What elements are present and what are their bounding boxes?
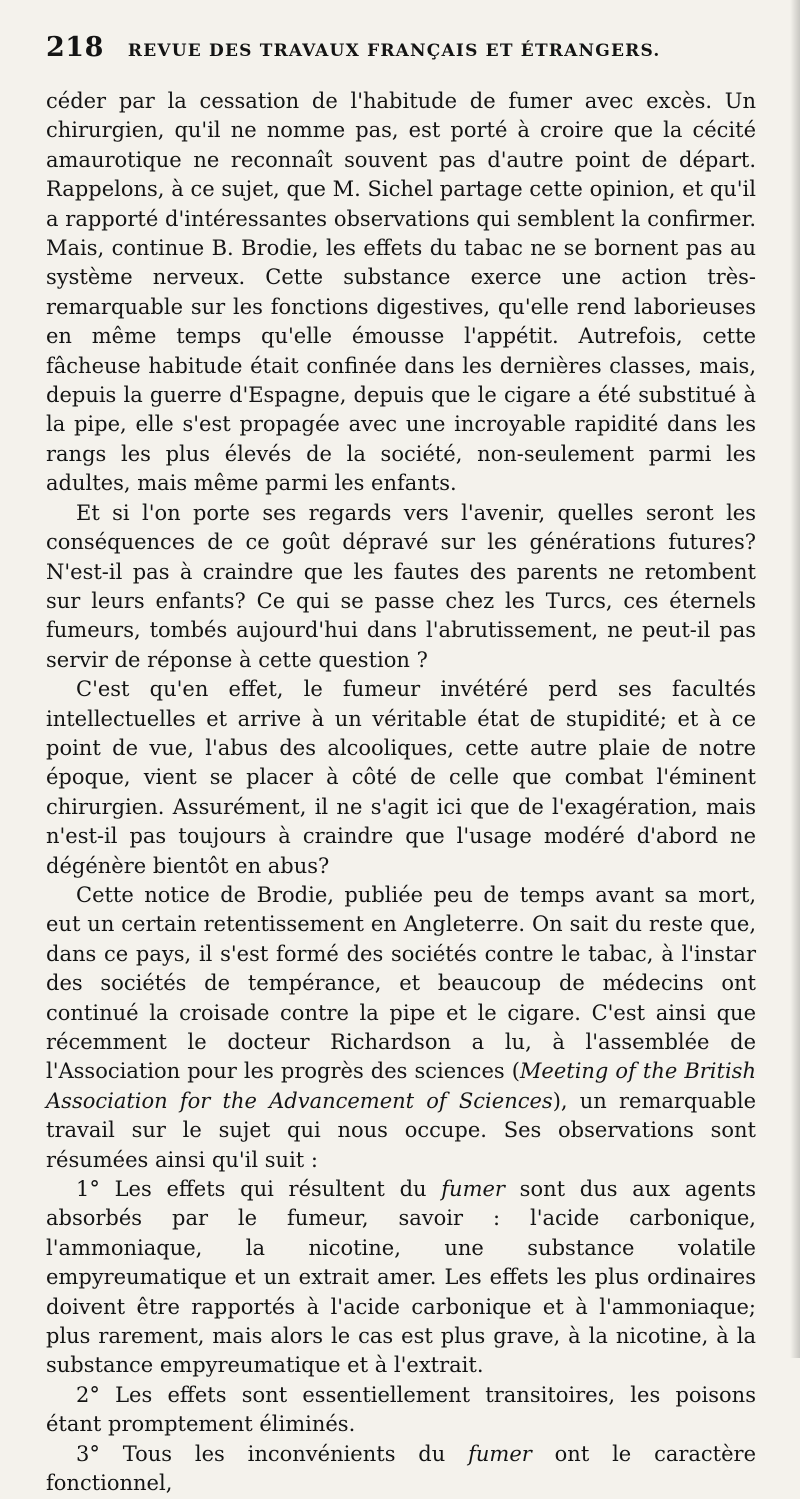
text-segment: céder par la cessation de l'habitude de fumer avec excès. Un chirurgien, qu'il ne nomme pas, est porté à croire que la cécité amaurotique ne reconnaît souvent pas d'autre point de départ. Rappelons, à ce sujet, que M. Sichel partage cette opinion, et qu'il a rapporté d'intéressantes observations qui semblent la confirmer. Mais, continue B. Brodie, les effets du tabac ne se bornent pas au système nerveux. Cette substance exerce une action très-remarquable sur les fonctions digestives, qu'elle rend laborieuses en même temps qu'elle émousse l'appétit. Autrefois, cette fâcheuse habitude était confinée dans les dernières classes, mais, depuis la guerre d'Espagne, depuis que le cigare a été substitué à la pipe, elle s'est propagée avec une incroyable rapidité dans les rangs les plus élevés de la société, non-seulement parmi les adultes, mais même parmi les enfants. — [46, 89, 756, 496]
text-segment: C'est qu'en effet, le fumeur invétéré perd ses facultés intellectuelles et arrive à un véritable état de stupidité; et à ce point de vue, l'abus des alcooliques, cette autre plaie de notre époque, vient se placer à côté de celle que combat l'éminent chirurgien. Assurément, il ne s'agit ici que de l'exagération, mais n'est-il pas toujours à craindre que l'usage modéré d'abord ne dégénère bientôt en abus? — [46, 677, 756, 878]
paragraph — [46, 1381, 756, 1440]
italic-text: Meeting of the British Association for the Advancement of Sciences — [46, 1059, 756, 1113]
page-edge-shadow — [790, 0, 800, 1358]
italic-text: fumer — [468, 1441, 532, 1466]
paragraph — [46, 499, 756, 675]
text-segment: ), un remarquable travail sur le sujet qui nous occupe. Ses observations sont résumées ainsi qu'il suit : — [46, 1088, 756, 1172]
paragraph — [46, 675, 756, 881]
text-segment: ont le caractère fonctionnel, — [46, 1441, 756, 1496]
text-segment: 2° Les effets sont essentiellement transitoires, les poisons étant promptement éliminés. — [46, 1382, 756, 1437]
paragraph — [46, 87, 756, 499]
text-segment: 1° Les effets qui résultent du — [76, 1177, 442, 1202]
page-number: 218 — [46, 32, 104, 63]
paragraph — [46, 1175, 756, 1381]
body-text — [46, 87, 756, 1499]
paragraph — [46, 1440, 756, 1499]
paragraph — [46, 881, 756, 1175]
italic-text: fumer — [441, 1177, 505, 1202]
text-segment: sont dus aux agents absorbés par le fumeur, savoir : l'acide carbonique, l'ammoniaque, la nicotine, une substance volatile empyreumatique et un extrait amer. Les effets les plus ordinaires doivent être rapportés à l'acide carbonique et à l'ammoniaque; plus rarement, mais alors le cas est plus grave, à la nicotine, à la substance empyreumatique et à l'extrait. — [46, 1177, 756, 1378]
page-header — [46, 32, 756, 84]
text-segment: Cette notice de Brodie, publiée peu de temps avant sa mort, eut un certain retentissement en Angleterre. On sait du reste que, dans ce pays, il s'est formé des sociétés contre le tabac, à l'instar des sociétés de tempérance, et beaucoup de médecins ont continué la croisade contre la pipe et le cigare. C'est ainsi que récemment le docteur Richardson a lu, à l'assemblée de l'Association pour les progrès des sciences ( — [46, 882, 756, 1084]
text-segment: 3° Tous les inconvénients du — [76, 1441, 469, 1466]
text-segment: Et si l'on porte ses regards vers l'avenir, quelles seront les conséquences de ce goût dépravé sur les générations futures? N'est-il pas à craindre que les fautes des parents ne retombent sur leurs enfants? Ce qui se passe chez les Turcs, ces éternels fumeurs, tombés aujourd'hui dans l'abrutissement, ne peut-il pas servir de réponse à cette question ? — [46, 500, 756, 672]
running-title: REVUE DES TRAVAUX FRANÇAIS ET ÉTRANGERS. — [127, 41, 661, 61]
